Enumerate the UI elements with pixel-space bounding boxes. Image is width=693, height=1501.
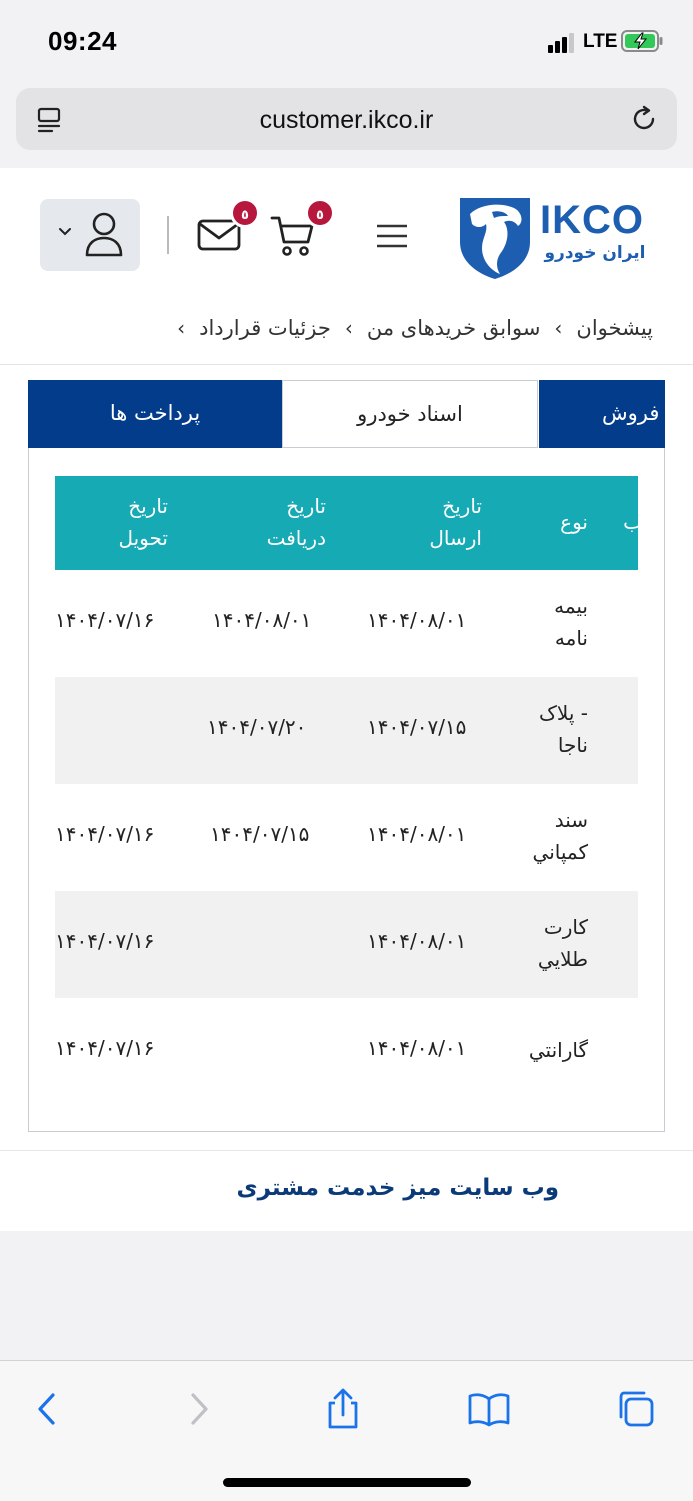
cell-type — [529, 1034, 588, 1066]
cell-sent-date: ۱۴۰۴/۰۸/۰۱ — [367, 1036, 467, 1060]
documents-table — [55, 476, 642, 1105]
header-delivery-line2: تحویل — [118, 526, 168, 550]
cell-sent-date: ۱۴۰۴/۰۸/۰۱ — [367, 822, 467, 846]
tab-payments[interactable]: پرداخت ها — [28, 380, 282, 448]
breadcrumb-item-purchases[interactable]: سوابق خریدهای من — [366, 316, 541, 340]
cell-sent-date: ۱۴۰۴/۰۸/۰۱ — [367, 929, 467, 953]
reload-icon[interactable] — [629, 104, 659, 134]
breadcrumb-item-dashboard[interactable]: پیشخوان — [576, 316, 653, 340]
chevron-right-icon: › — [177, 316, 186, 340]
bookmarks-icon[interactable] — [467, 1387, 511, 1431]
cell-type-line2: طلايي — [537, 947, 588, 971]
cell-type-line1: گارانتي — [528, 1038, 588, 1062]
cell-received-date: ۱۴۰۴/۰۷/۱۵ — [210, 822, 310, 846]
user-account-button[interactable] — [40, 199, 140, 271]
header-delivery-line1: تاریخ — [128, 494, 168, 518]
table-row — [55, 784, 638, 891]
chevron-right-icon: › — [344, 316, 353, 340]
forward-icon[interactable] — [176, 1387, 220, 1431]
cell-type-line1: کارت — [543, 915, 588, 939]
site-header — [0, 168, 693, 303]
table-row — [55, 891, 638, 998]
url-text[interactable]: customer.ikco.ir — [259, 106, 434, 134]
cell-type — [539, 697, 588, 761]
cell-type — [533, 804, 588, 868]
cell-sent-date: ۱۴۰۴/۰۷/۱۵ — [367, 715, 467, 739]
clock: 09:24 — [48, 26, 117, 56]
cell-delivery-date: ۱۴۰۴/۰۷/۱۶ — [55, 822, 155, 846]
tab-bar — [28, 380, 665, 448]
status-bar — [0, 0, 693, 82]
cell-type-line2: کمپاني — [532, 840, 588, 864]
cell-delivery-date: ۱۴۰۴/۰۷/۱۶ — [55, 608, 155, 632]
header-sent-date — [429, 490, 482, 554]
header-delivery-date — [118, 490, 168, 554]
cell-type-line2: نامه — [554, 626, 588, 650]
cell-type-line1: سند — [554, 808, 588, 832]
breadcrumb — [0, 302, 693, 365]
cell-type-line1: پلاک - — [539, 701, 588, 725]
address-bar[interactable] — [16, 88, 677, 150]
header-received-line1: تاریخ — [286, 494, 326, 518]
header-cut-off: ب — [623, 510, 642, 534]
menu-icon[interactable] — [376, 223, 408, 249]
table-row — [55, 570, 638, 677]
tabs-icon[interactable] — [614, 1387, 658, 1431]
ikco-logo[interactable] — [456, 192, 656, 280]
chevron-right-icon: › — [554, 316, 563, 340]
cell-type — [538, 911, 588, 975]
cell-received-date: ۱۴۰۴/۰۷/۲۰ — [207, 715, 307, 739]
cell-type-line2: ناجا — [557, 733, 588, 757]
battery-charging-icon — [621, 30, 663, 52]
cell-sent-date: ۱۴۰۴/۰۸/۰۱ — [367, 608, 467, 632]
table-row — [55, 677, 638, 784]
table-header — [55, 476, 642, 570]
browser-chrome — [0, 82, 693, 169]
home-indicator — [223, 1478, 471, 1487]
cell-delivery-date: ۱۴۰۴/۰۷/۱۶ — [55, 929, 155, 953]
cell-delivery-date: ۱۴۰۴/۰۷/۱۶ — [55, 1036, 155, 1060]
cell-received-date: ۱۴۰۴/۰۸/۰۱ — [212, 608, 312, 632]
horse-shield-icon — [456, 192, 534, 280]
header-type: نوع — [560, 510, 588, 534]
tab-vehicle-documents[interactable]: اسناد خودرو — [282, 380, 538, 448]
breadcrumb-item-contract[interactable]: جزئیات قرارداد — [199, 316, 331, 340]
network-type: LTE — [583, 31, 618, 52]
cell-type — [554, 590, 588, 654]
documents-panel — [28, 448, 665, 1132]
logo-latin-text: IKCO — [540, 198, 644, 242]
cart-badge: ٥ — [305, 198, 335, 228]
header-received-date — [267, 490, 326, 554]
chevron-down-icon — [58, 227, 72, 237]
back-icon[interactable] — [26, 1387, 70, 1431]
logo-persian-text: ایران خودرو — [544, 243, 646, 263]
main-content — [0, 365, 693, 1150]
signal-icon — [548, 33, 576, 53]
tab-sales[interactable]: فروش — [539, 380, 665, 448]
header-sent-line2: ارسال — [429, 526, 482, 550]
customer-service-link[interactable]: وب سایت میز خدمت مشتری — [236, 1175, 559, 1201]
user-icon — [84, 211, 124, 257]
table-row — [55, 998, 638, 1105]
header-sent-line1: تاریخ — [442, 494, 482, 518]
site-footer — [0, 1150, 693, 1231]
header-received-line2: دریافت — [266, 526, 326, 550]
header-divider — [167, 216, 169, 254]
mail-badge: ٥ — [230, 198, 260, 228]
share-icon[interactable] — [321, 1387, 365, 1431]
cell-type-line1: بیمه — [554, 594, 588, 618]
